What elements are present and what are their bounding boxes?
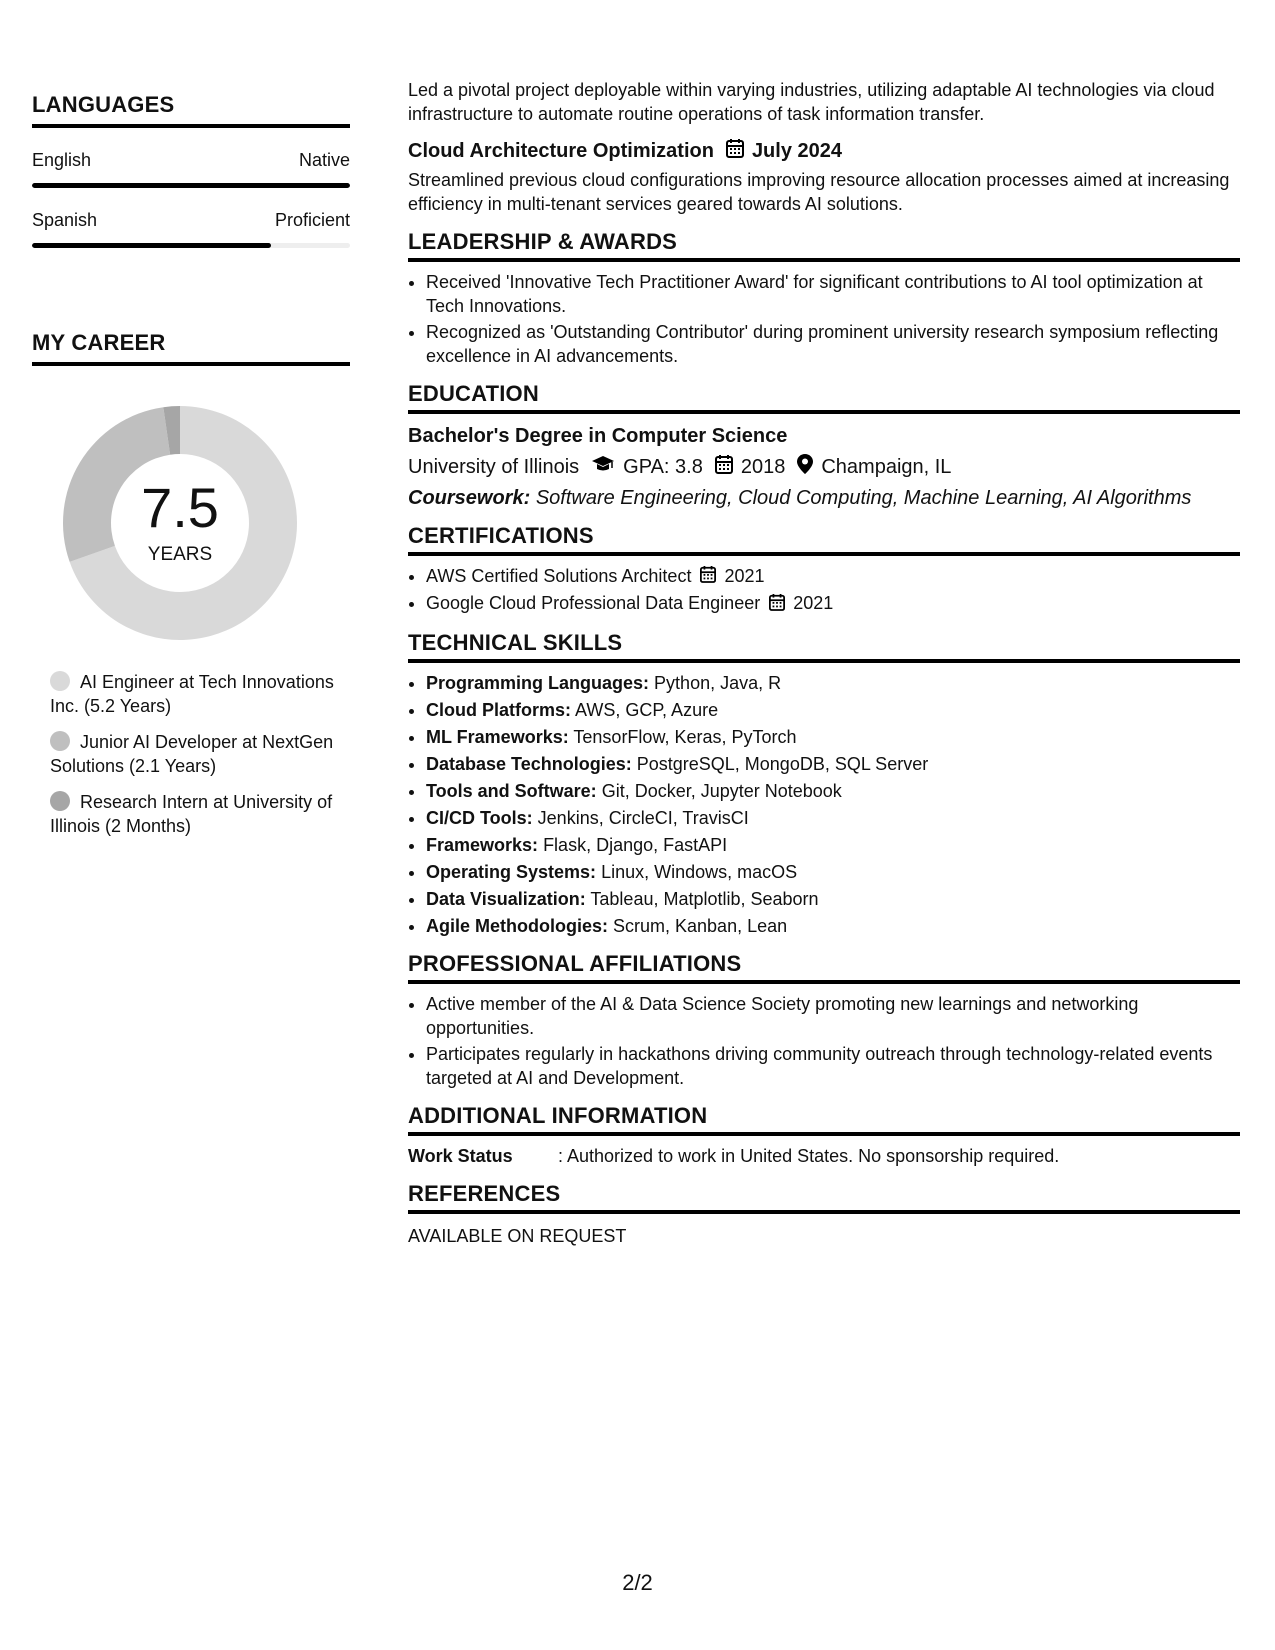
skills-title: TECHNICAL SKILLS [408, 631, 1240, 663]
cert-year: 2021 [724, 566, 765, 586]
legend-label: Junior AI Developer at NextGen Solutions (2.1 Years) [50, 732, 334, 776]
skill-item [426, 671, 1240, 695]
skill-label: Operating Systems: [426, 861, 597, 882]
language-item [32, 150, 350, 188]
coursework [408, 486, 1240, 510]
calendar-icon [715, 454, 733, 480]
legend-item [50, 730, 350, 778]
list-item: • Participates regularly in hackathons driving community outreach through technology-related events targeted at AI and Development. [426, 1042, 1240, 1090]
skill-label: Database Technologies: [426, 753, 632, 774]
list-item [426, 564, 1240, 589]
skill-label: Agile Methodologies: [426, 915, 608, 936]
languages-title: LANGUAGES [32, 92, 350, 128]
skill-label: ML Frameworks: [426, 726, 569, 747]
legend-label: AI Engineer at Tech Innovations Inc. (5.2 Years) [50, 672, 334, 716]
list-item: • Recognized as 'Outstanding Contributor' during prominent university research symposium reflecting excellence in AI advancements. [426, 320, 1240, 368]
skill-item [426, 914, 1240, 938]
legend-label: Research Intern at University of Illinois (2 Months) [50, 792, 333, 836]
coursework-label: Coursework: [408, 487, 531, 509]
skill-label: Tools and Software: [426, 780, 597, 801]
skill-value: TensorFlow, Keras, PyTorch [573, 726, 797, 747]
calendar-icon [769, 593, 785, 617]
skill-value: Flask, Django, FastAPI [543, 834, 728, 855]
legend-dot-icon [50, 731, 70, 751]
leadership-section [408, 230, 1240, 368]
skills-section [408, 631, 1240, 938]
additional-title: ADDITIONAL INFORMATION [408, 1104, 1240, 1136]
cert-year: 2021 [793, 593, 834, 614]
work-status-value: : Authorized to work in United States. No sponsorship required. [558, 1145, 1060, 1166]
career-total-years: 7.5 [141, 476, 219, 539]
education-section [408, 382, 1240, 510]
work-status-label: Work Status [408, 1145, 513, 1166]
language-bar-fill [32, 183, 350, 188]
cert-name: Google Cloud Professional Data Engineer [426, 593, 761, 614]
affiliations-section [408, 952, 1240, 1090]
project-date: July 2024 [751, 140, 843, 162]
project-title: Cloud Architecture Optimization [408, 140, 714, 162]
skill-item [426, 752, 1240, 776]
skill-label: CI/CD Tools: [426, 807, 533, 828]
project-description: Streamlined previous cloud configurations improving resource allocation processes aimed at increasing efficiency in multi-tenant services geared towards AI solutions. [408, 170, 1230, 214]
skill-item [426, 806, 1240, 830]
language-level: Native [298, 150, 350, 170]
skill-label: Programming Languages: [426, 672, 650, 693]
language-name: English [32, 150, 92, 170]
career-legend [50, 670, 350, 838]
cert-name: AWS Certified Solutions Architect [426, 566, 692, 586]
career-donut-chart [55, 398, 305, 648]
skill-item [426, 698, 1240, 722]
education-details [408, 454, 1240, 480]
language-item [32, 210, 350, 248]
coursework-value: Software Engineering, Cloud Computing, Machine Learning, AI Algorithms [535, 487, 1192, 509]
references-text: AVAILABLE ON REQUEST [408, 1225, 627, 1246]
certifications-section [408, 524, 1240, 617]
right-column [408, 78, 1240, 1248]
leadership-title: LEADERSHIP & AWARDS [408, 230, 1240, 262]
skill-value: Jenkins, CircleCI, TravisCI [537, 807, 749, 828]
legend-item [50, 670, 350, 718]
career-section [32, 330, 350, 838]
skill-item [426, 725, 1240, 749]
left-column [32, 92, 350, 850]
work-status-row [408, 1144, 1240, 1168]
legend-item [50, 790, 350, 838]
skill-value: Python, Java, R [654, 672, 782, 693]
skill-item [426, 779, 1240, 803]
graduation-year: 2018 [740, 456, 786, 478]
legend-dot-icon [50, 791, 70, 811]
skill-item [426, 833, 1240, 857]
language-bar [32, 243, 350, 248]
list-item: • Active member of the AI & Data Science Society promoting new learnings and networking opportunities. [426, 992, 1240, 1040]
project-title-row [408, 138, 1240, 164]
skill-label: Cloud Platforms: [426, 699, 572, 720]
languages-section [32, 92, 350, 248]
skill-value: AWS, GCP, Azure [575, 699, 719, 720]
references-title: REFERENCES [408, 1182, 1240, 1214]
skill-value: Git, Docker, Jupyter Notebook [601, 780, 842, 801]
language-level: Proficient [274, 210, 350, 230]
skill-value: PostgreSQL, MongoDB, SQL Server [636, 753, 929, 774]
affiliations-title: PROFESSIONAL AFFILIATIONS [408, 952, 1240, 984]
project-intro: Led a pivotal project deployable within varying industries, utilizing adaptable AI technologies via cloud infrastructure to automate routine operations of task information transfer. [408, 80, 1215, 124]
school-name: University of Illinois [408, 456, 580, 478]
skill-value: Scrum, Kanban, Lean [613, 915, 788, 936]
language-bar-fill [32, 243, 271, 248]
additional-section [408, 1104, 1240, 1168]
references-section [408, 1182, 1240, 1248]
language-bar [32, 183, 350, 188]
skill-value: Linux, Windows, macOS [601, 861, 798, 882]
calendar-icon [700, 565, 716, 589]
list-item [426, 591, 1240, 616]
career-unit: YEARS [147, 544, 213, 565]
skill-label: Data Visualization: [426, 888, 586, 909]
list-item: • Received 'Innovative Tech Practitioner Award' for significant contributions to AI tool optimization at Tech Innovations. [426, 270, 1240, 318]
graduation-cap-icon [591, 455, 615, 479]
education-title: EDUCATION [408, 382, 1240, 414]
gpa: GPA: 3.8 [623, 456, 703, 478]
skill-value: Tableau, Matplotlib, Seaborn [590, 888, 819, 909]
page-number: 2/2 [622, 1570, 653, 1595]
skill-item [426, 860, 1240, 884]
legend-dot-icon [50, 671, 70, 691]
certifications-title: CERTIFICATIONS [408, 524, 1240, 556]
skill-label: Frameworks: [426, 834, 539, 855]
degree-name: Bachelor's Degree in Computer Science [408, 425, 788, 447]
skill-item [426, 887, 1240, 911]
career-title: MY CAREER [32, 330, 350, 366]
location-pin-icon [797, 454, 813, 480]
language-name: Spanish [32, 210, 98, 230]
calendar-icon [726, 138, 744, 164]
school-location: Champaign, IL [821, 456, 952, 478]
